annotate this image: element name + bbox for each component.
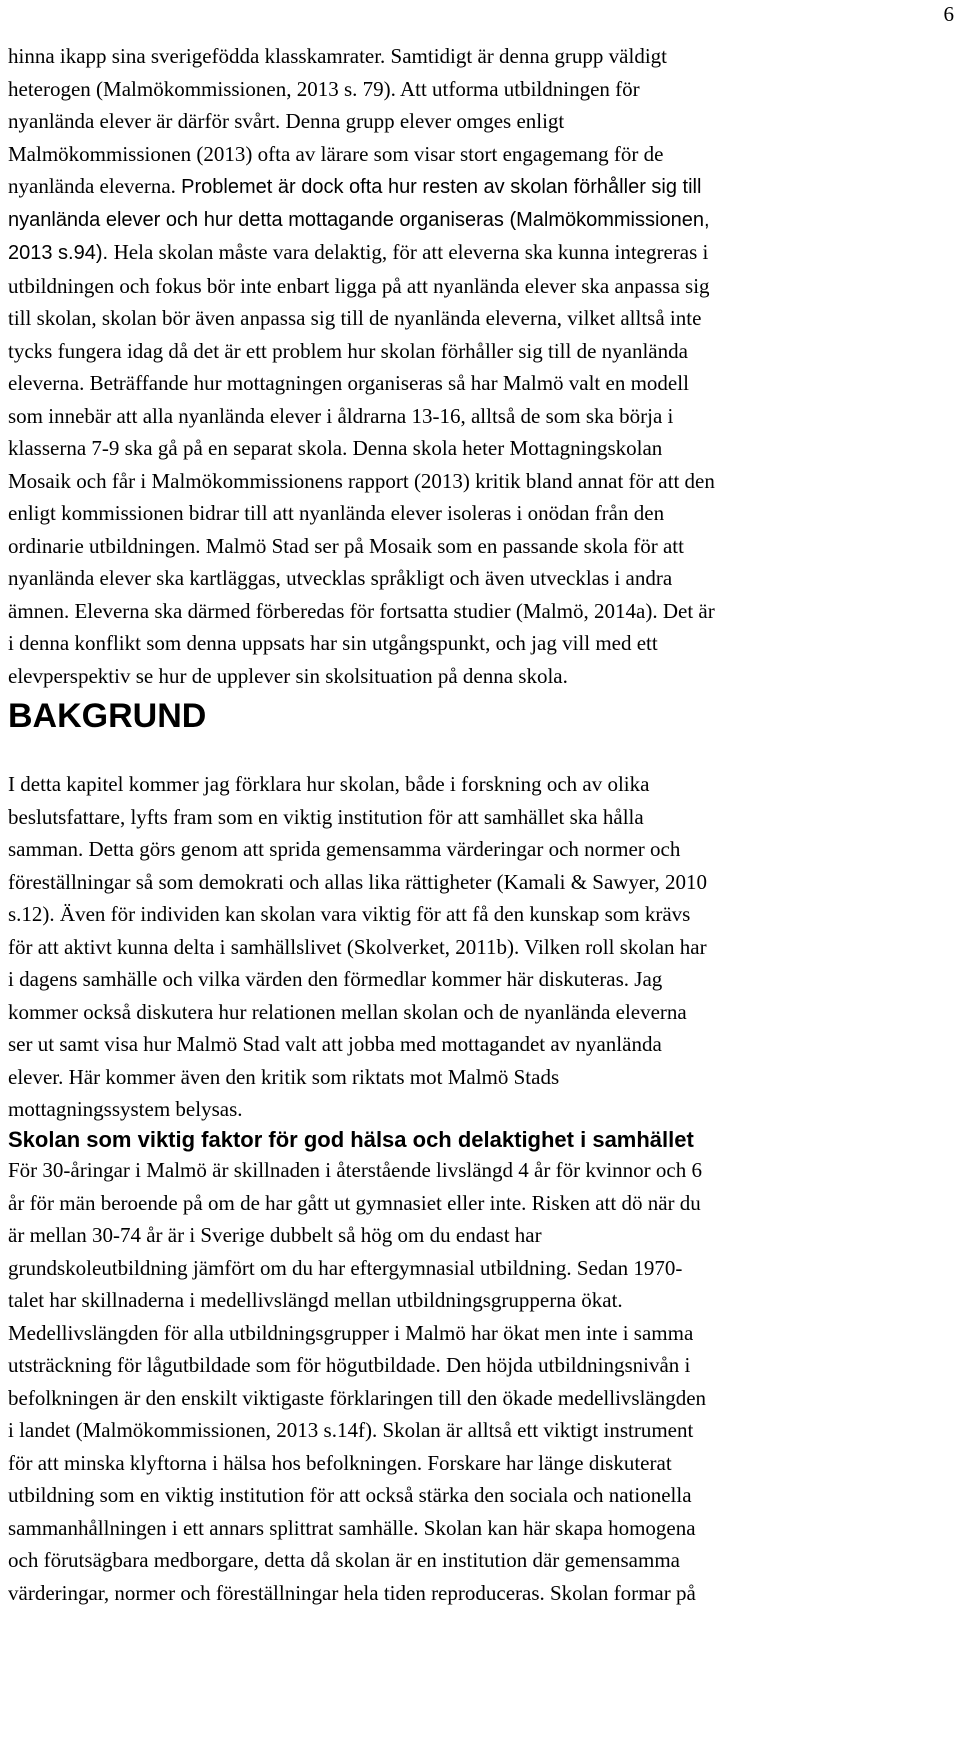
text-run: Problemet är dock ofta hur resten av skolan förhåller sig till [181, 176, 702, 198]
section-heading-bakgrund: BAKGRUND [8, 697, 207, 735]
section-heading-halsa: Skolan som viktig faktor för god hälsa och delaktighet i samhället [8, 1127, 694, 1152]
text-line: utbildning som en viktig institution för att också stärka den sociala och nationella [8, 1483, 692, 1507]
text-line: samman. Detta görs genom att sprida gemensamma värderingar och normer och [8, 837, 681, 861]
text-line: heterogen (Malmökommissionen, 2013 s. 79). Att utforma utbildningen för [8, 76, 640, 101]
text-line: för att minska klyftorna i hälsa hos befolkningen. Forskare har länge diskuterat [8, 1450, 672, 1475]
text-run: Hela skolan måste vara delaktig, för att eleverna ska kunna integreras i [113, 240, 709, 264]
text-line: nyanlända elever är därför svårt. Denna grupp elever omges enligt [8, 109, 565, 133]
text-line: år för män beroende på om de har gått ut gymnasiet eller inte. Risken att dö när du [8, 1190, 701, 1215]
text-line [8, 236, 948, 270]
text-line: I detta kapitel kommer jag förklara hur skolan, både i forskning och av olika [8, 772, 650, 796]
text-line: grundskoleutbildning jämfört om du har eftergymnasial utbildning. Sedan 1970- [8, 1255, 683, 1280]
text-line: mottagningssystem belysas. [8, 1097, 243, 1121]
text-line: ordinarie utbildningen. Malmö Stad ser på Mosaik som en passande skola för att [8, 533, 684, 558]
text-line: föreställningar så som demokrati och allas lika rättigheter (Kamali & Sawyer, 2010 [8, 869, 707, 894]
bakgrund-paragraph [8, 768, 707, 1126]
intro-paragraph [8, 0, 948, 692]
text-line: värderingar, normer och föreställningar hela tiden reproduceras. Skolan formar på [8, 1580, 696, 1605]
text-line: För 30-åringar i Malmö är skillnaden i återstående livslängd 4 år för kvinnor och 6 [8, 1158, 702, 1182]
text-line: nyanlända elever ska kartläggas, utvecklas språkligt och även utvecklas i andra [8, 566, 673, 590]
text-run: nyanlända eleverna. [8, 174, 182, 198]
text-line: sammanhållningen i ett annars splittrat samhälle. Skolan kan här skapa homogena [8, 1515, 696, 1540]
text-line: till skolan, skolan bör även anpassa sig till de nyanlända eleverna, vilket alltså inte [8, 306, 702, 330]
text-line: elevperspektiv se hur de upplever sin skolsituation på denna skola. [8, 663, 568, 688]
text-line: i dagens samhälle och vilka värden den förmedlar kommer här diskuteras. Jag [8, 967, 663, 991]
text-line: klasserna 7-9 ska gå på en separat skola. Denna skola heter Mottagningskolan [8, 436, 663, 460]
text-line: Mosaik och får i Malmökommissionens rapport (2013) kritik bland annat för att den [8, 468, 715, 493]
text-run: 2013 s.94). [8, 242, 114, 264]
text-line: talet har skillnaderna i medellivslängd mellan utbildningsgrupperna ökat. [8, 1288, 623, 1312]
text-line: elever. Här kommer även den kritik som riktats mot Malmö Stads [8, 1064, 560, 1089]
halsa-paragraph [8, 1154, 706, 1609]
text-line: i denna konflikt som denna uppsats har sin utgångspunkt, och jag vill med ett [8, 631, 658, 655]
text-line: ämnen. Eleverna ska därmed förberedas för fortsatta studier (Malmö, 2014a). Det är [8, 598, 715, 623]
text-line: för att aktivt kunna delta i samhällslivet (Skolverket, 2011b). Vilken roll skolan har [8, 934, 707, 959]
text-line: Medellivslängden för alla utbildningsgrupper i Malmö har ökat men inte i samma [8, 1320, 694, 1345]
text-line: utbildningen och fokus bör inte enbart ligga på att nyanlända elever ska anpassa sig [8, 273, 710, 298]
text-line [8, 170, 948, 204]
text-line: beslutsfattare, lyfts fram som en viktig institution för att samhället ska hålla [8, 804, 644, 829]
text-line: s.12). Även för individen kan skolan vara viktig för att få den kunskap som krävs [8, 902, 691, 926]
text-line: utsträckning för lågutbildade som för högutbildade. Den höjda utbildningsnivån i [8, 1353, 691, 1377]
text-line: kommer också diskutera hur relationen mellan skolan och de nyanlända eleverna [8, 999, 687, 1024]
text-line: eleverna. Beträffande hur mottagningen organiseras så har Malmö valt en modell [8, 371, 689, 395]
document-body [8, 0, 948, 1605]
text-line: och förutsägbara medborgare, detta då skolan är en institution där gemensamma [8, 1548, 680, 1572]
text-line: som innebär att alla nyanlända elever i åldrarna 13-16, alltså de som ska börja i [8, 403, 674, 428]
text-line: är mellan 30-74 år är i Sverige dubbelt så hög om du endast har [8, 1223, 542, 1247]
text-line: tycks fungera idag då det är ett problem hur skolan förhåller sig till de nyanlända [8, 338, 688, 363]
text-line: hinna ikapp sina sverigefödda klasskamrater. Samtidigt är denna grupp väldigt [8, 44, 667, 68]
text-line: nyanlända elever och hur detta mottagande organiseras (Malmökommissionen, [8, 208, 710, 231]
text-line: i landet (Malmökommissionen, 2013 s.14f). Skolan är alltså ett viktigt instrument [8, 1418, 694, 1442]
text-line: Malmökommissionen (2013) ofta av lärare som visar stort engagemang för de [8, 141, 664, 166]
text-line: enligt kommissionen bidrar till att nyanlända elever isoleras i onödan från den [8, 501, 665, 525]
text-line: ser ut samt visa hur Malmö Stad valt att jobba med mottagandet av nyanlända [8, 1032, 662, 1056]
page-number: 6 [943, 2, 954, 26]
text-line: befolkningen är den enskilt viktigaste förklaringen till den ökade medellivslängden [8, 1385, 707, 1410]
